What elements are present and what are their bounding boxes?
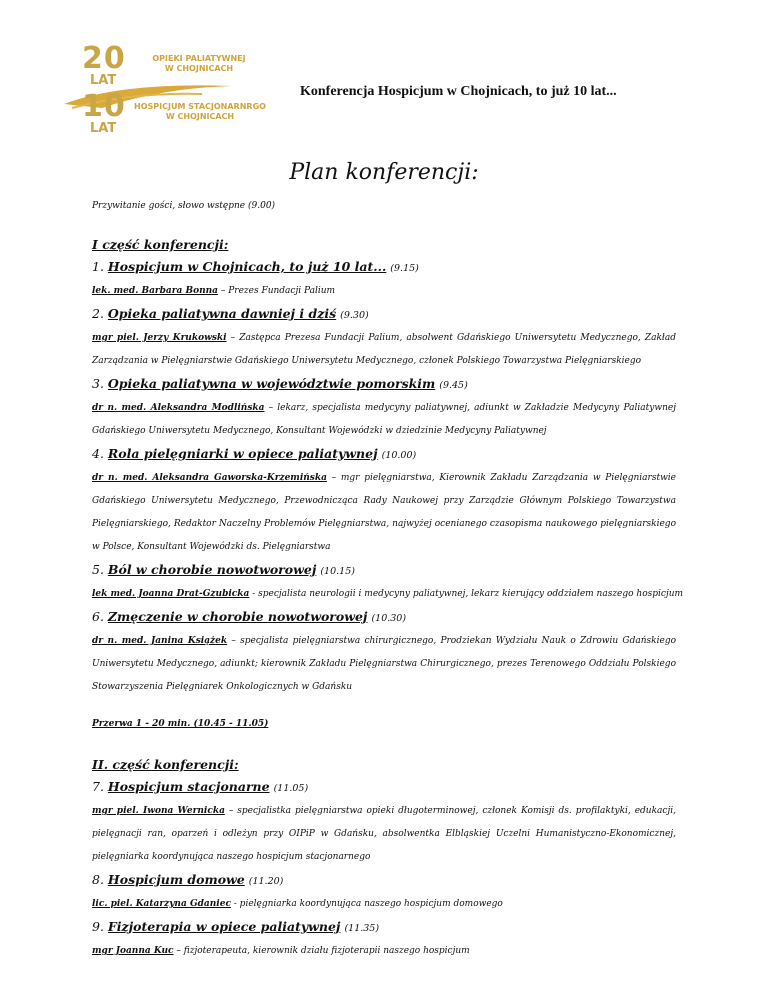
- agenda-item-title: [92, 916, 676, 940]
- break-line: Przerwa 1 - 20 min. (10.45 - 11.05): [92, 719, 269, 729]
- agenda-item-topic: Fizjoterapia w opiece paliatywnej: [107, 919, 341, 934]
- agenda-item-number: 7.: [92, 779, 104, 794]
- logo-top-lat: LAT: [90, 73, 117, 88]
- agenda-item-topic: Opieka paliatywna w województwie pomorskim: [107, 376, 436, 391]
- agenda-item-number: 3.: [92, 376, 104, 391]
- agenda-item-topic: Hospicjum w Chojnicach, to już 10 lat...: [107, 259, 387, 274]
- agenda-item-title: [92, 606, 676, 630]
- welcome-line: Przywitanie gości, słowo wstępne (9.00): [92, 201, 276, 211]
- agenda-item-topic: Opieka paliatywna dawniej i dziś: [107, 306, 337, 321]
- logo-caption-top: OPIEKI PALIATYWNEJ W CHOJNICACH: [152, 54, 246, 73]
- speaker-name: mgr piel. Jerzy Krukowski: [92, 333, 227, 343]
- agenda-item-time: (11.35): [344, 923, 380, 934]
- agenda-item-topic: Hospicjum domowe: [107, 872, 245, 887]
- speaker-text: Gdańskiego Uniwersytetu Medycznego, Konsultant Wojewódzki w dziedzinie Medycyny Paliatywnej: [92, 426, 547, 436]
- speaker-description: [92, 846, 676, 869]
- speaker-description: [92, 630, 676, 653]
- speaker-name: dr n. med. Aleksandra Modlińska: [92, 403, 265, 413]
- agenda-item-title: [92, 373, 676, 397]
- agenda-item-time: (11.20): [248, 876, 284, 887]
- speaker-description: [92, 327, 676, 350]
- speaker-description: [92, 490, 676, 513]
- speaker-description: [92, 893, 676, 916]
- speaker-description: [92, 513, 676, 536]
- speaker-text: w Polsce, Konsultant Wojewódzki ds. Pielęgniarstwa: [92, 542, 331, 552]
- agenda-item-number: 5.: [92, 562, 104, 577]
- agenda-item-title: [92, 776, 676, 800]
- speaker-name: dr n. med. Aleksandra Gaworska-Krzemińska: [92, 473, 327, 483]
- header-title: Konferencja Hospicjum w Chojnicach, to już 10 lat...: [300, 84, 617, 99]
- speaker-text: Uniwersytetu Medycznego, adiunkt; kierownik Zakładu Pielęgniarstwa Chirurgicznego, prezes Terenowego Oddziału Polskiego: [92, 659, 676, 669]
- speaker-text: pielęgnacji ran, oparzeń i odleżyn przy OIPiP w Gdańsku, absolwentka Elbląskiej Uczelni Humanistyczno-Ekonomicznej,: [92, 829, 676, 839]
- speaker-description: [92, 467, 676, 490]
- logo: [62, 42, 282, 137]
- agenda-item-time: (10.30): [371, 613, 407, 624]
- agenda-item-number: 4.: [92, 446, 104, 461]
- speaker-text: pielęgniarka koordynująca naszego hospicjum stacjonarnego: [92, 852, 371, 862]
- speaker-text: – Zastępca Prezesa Fundacji Palium, absolwent Gdańskiego Uniwersytetu Medycznego, Zakład: [226, 333, 676, 343]
- agenda-item-time: (11.05): [273, 783, 309, 794]
- part-one-heading: I część konferencji:: [92, 237, 229, 252]
- speaker-text: Pielęgniarskiego, Redaktor Naczelny Problemów Pielęgniarstwa, najwyżej ocenianego czasopisma naukowego pielęgniarskiego: [92, 519, 676, 529]
- speaker-text: – specjalistka pielęgniarstwa opieki długoterminowej, członek Komisji ds. profilaktyki, edukacji,: [224, 806, 676, 816]
- document-title: Plan konferencji:: [289, 160, 479, 185]
- logo-bottom-number: 10: [82, 89, 126, 124]
- agenda-item-time: (10.00): [381, 450, 417, 461]
- speaker-description: [92, 280, 676, 303]
- agenda-item-title: [92, 443, 676, 467]
- part-two-heading: II. część konferencji:: [92, 757, 239, 772]
- speaker-description: [92, 676, 676, 699]
- speaker-name: lek med. Joanna Drat-Gzubicka: [92, 589, 250, 599]
- agenda-item-title: [92, 869, 676, 893]
- agenda-item-number: 2.: [92, 306, 104, 321]
- part-one-items: [92, 256, 684, 699]
- speaker-text: Gdańskiego Uniwersytetu Medycznego, Przewodnicząca Rady Naukowej przy Zarządzie Głównym Polskiego Towarzystwa: [92, 496, 676, 506]
- agenda: [92, 195, 684, 963]
- agenda-item-title: [92, 559, 676, 583]
- agenda-item-title: [92, 256, 676, 280]
- speaker-description: [92, 536, 676, 559]
- agenda-item-number: 9.: [92, 919, 104, 934]
- agenda-item-topic: Zmęczenie w chorobie nowotworowej: [107, 609, 368, 624]
- speaker-name: dr n. med. Janina Książek: [92, 636, 228, 646]
- speaker-description: [92, 823, 676, 846]
- agenda-item-time: (9.45): [439, 380, 468, 391]
- speaker-text: Stowarzyszenia Pielęgniarek Onkologicznych w Gdańsku: [92, 682, 353, 692]
- agenda-item-topic: Ból w chorobie nowotworowej: [107, 562, 317, 577]
- speaker-description: [92, 653, 676, 676]
- speaker-description: [92, 940, 676, 963]
- speaker-text: – specjalista pielęgniarstwa chirurgicznego, Prodziekan Wydziału Nauk o Zdrowiu Gdańskiego: [227, 636, 676, 646]
- speaker-text: Zarządzania w Pielęgniarstwie Gdańskiego Uniwersytetu Medycznego, członek Polskiego Towarzystwa Pielęgniarskiego: [92, 356, 642, 366]
- logo-caption-bottom: HOSPICJUM STACJONARNRGO W CHOJNICACH: [134, 102, 266, 121]
- speaker-text: – lekarz, specjalista medycyny paliatywnej, adiunkt w Zakładzie Medycyny Paliatywnej: [264, 403, 676, 413]
- agenda-item-number: 1.: [92, 259, 104, 274]
- speaker-text: – mgr pielęgniarstwa, Kierownik Zakładu Zarządzania w Pielęgniarstwie: [326, 473, 676, 483]
- speaker-text: - specjalista neurologii i medycyny paliatywnej, lekarz kierujący oddziałem naszego hospicjum: [249, 589, 684, 599]
- agenda-item-title: [92, 303, 676, 327]
- logo-bottom-lat: LAT: [90, 121, 117, 136]
- agenda-item-time: (10.15): [320, 566, 355, 577]
- agenda-item-topic: Rola pielęgniarki w opiece paliatywnej: [107, 446, 378, 461]
- speaker-description: [92, 583, 684, 606]
- speaker-text: – fizjoterapeuta, kierownik działu fizjoterapii naszego hospicjum: [173, 946, 470, 956]
- part-two-items: [92, 776, 676, 963]
- speaker-description: [92, 350, 676, 373]
- agenda-item-time: (9.30): [340, 310, 369, 321]
- agenda-item-number: 6.: [92, 609, 104, 624]
- speaker-description: [92, 800, 676, 823]
- speaker-description: [92, 420, 676, 443]
- speaker-name: mgr piel. Iwona Wernicka: [92, 806, 225, 816]
- speaker-name: lic. piel. Katarzyna Gdaniec: [92, 899, 231, 909]
- speaker-name: lek. med. Barbara Bonna: [92, 286, 218, 296]
- logo-top-number: 20: [82, 41, 126, 76]
- speaker-text: - pielęgniarka koordynująca naszego hospicjum domowego: [230, 899, 503, 909]
- agenda-item-topic: Hospicjum stacjonarne: [107, 779, 270, 794]
- speaker-name: mgr Joanna Kuc: [92, 946, 174, 956]
- agenda-item-time: (9.15): [390, 263, 419, 274]
- speaker-text: – Prezes Fundacji Palium: [218, 286, 336, 296]
- agenda-item-number: 8.: [92, 872, 104, 887]
- speaker-description: [92, 397, 676, 420]
